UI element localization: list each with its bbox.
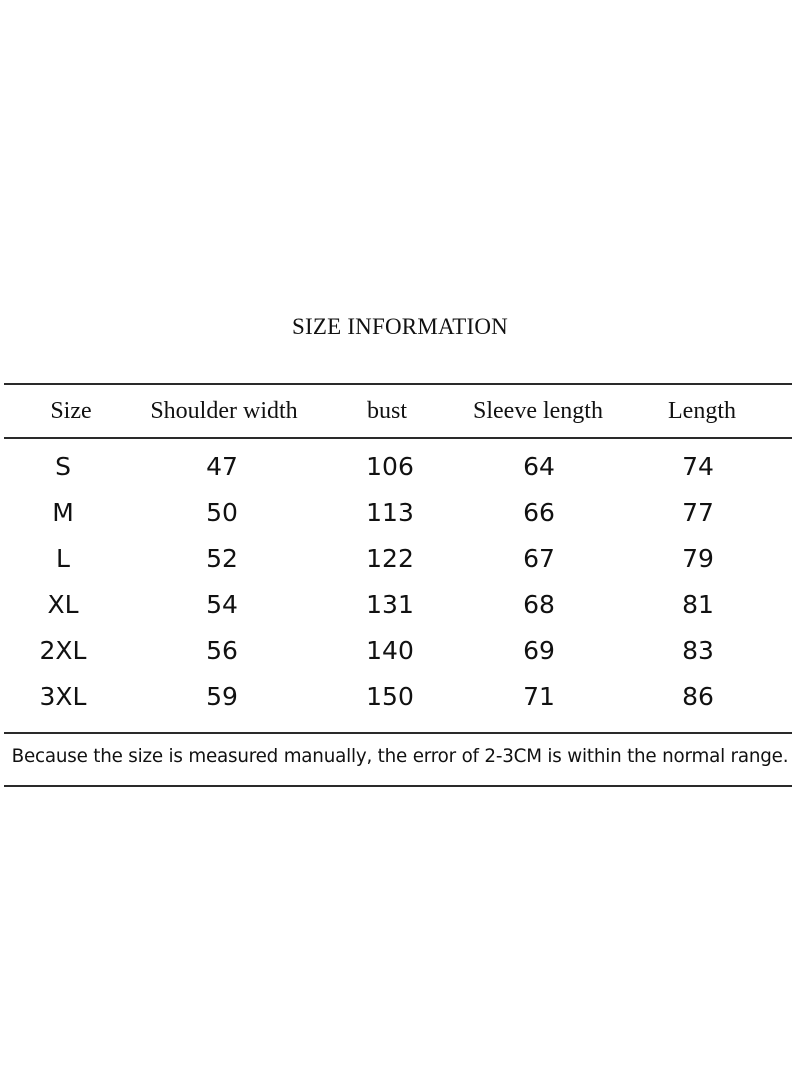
cell-size: XL: [47, 590, 79, 619]
cell-shoulder-width: 56: [206, 636, 238, 665]
cell-length: 86: [682, 682, 714, 711]
table-row: [0, 452, 800, 498]
cell-sleeve-length: 69: [523, 636, 555, 665]
cell-shoulder-width: 50: [206, 498, 238, 527]
table-row: [0, 544, 800, 590]
cell-bust: 150: [366, 682, 414, 711]
header-length: Length: [668, 398, 736, 424]
header-shoulder-width: Shoulder width: [150, 398, 298, 424]
table-row: [0, 590, 800, 636]
cell-bust: 113: [366, 498, 414, 527]
table-row: [0, 498, 800, 544]
cell-shoulder-width: 54: [206, 590, 238, 619]
cell-shoulder-width: 59: [206, 682, 238, 711]
cell-sleeve-length: 71: [523, 682, 555, 711]
cell-bust: 131: [366, 590, 414, 619]
cell-size: S: [55, 452, 71, 481]
header-bust: bust: [366, 398, 408, 424]
cell-length: 77: [682, 498, 714, 527]
cell-sleeve-length: 64: [523, 452, 555, 481]
table-row: [0, 636, 800, 682]
table-row: [0, 682, 800, 728]
cell-size: 3XL: [39, 682, 87, 711]
table-top-rule: [4, 383, 792, 385]
cell-bust: 140: [366, 636, 414, 665]
cell-size: M: [52, 498, 74, 527]
table-bottom-rule: [4, 732, 792, 734]
cell-shoulder-width: 52: [206, 544, 238, 573]
page-title: SIZE INFORMATION: [292, 314, 508, 339]
cell-length: 81: [682, 590, 714, 619]
cell-sleeve-length: 67: [523, 544, 555, 573]
note-bottom-rule: [4, 785, 792, 787]
cell-bust: 106: [366, 452, 414, 481]
header-bottom-rule: [4, 437, 792, 439]
cell-length: 83: [682, 636, 714, 665]
cell-sleeve-length: 68: [523, 590, 555, 619]
cell-sleeve-length: 66: [523, 498, 555, 527]
header-size: Size: [50, 398, 92, 424]
header-sleeve-length: Sleeve length: [473, 398, 603, 424]
cell-bust: 122: [366, 544, 414, 573]
cell-length: 74: [682, 452, 714, 481]
cell-size: L: [56, 544, 70, 573]
cell-length: 79: [682, 544, 714, 573]
measurement-note: Because the size is measured manually, the error of 2-3CM is within the normal range.: [11, 746, 789, 767]
cell-shoulder-width: 47: [206, 452, 238, 481]
cell-size: 2XL: [39, 636, 87, 665]
